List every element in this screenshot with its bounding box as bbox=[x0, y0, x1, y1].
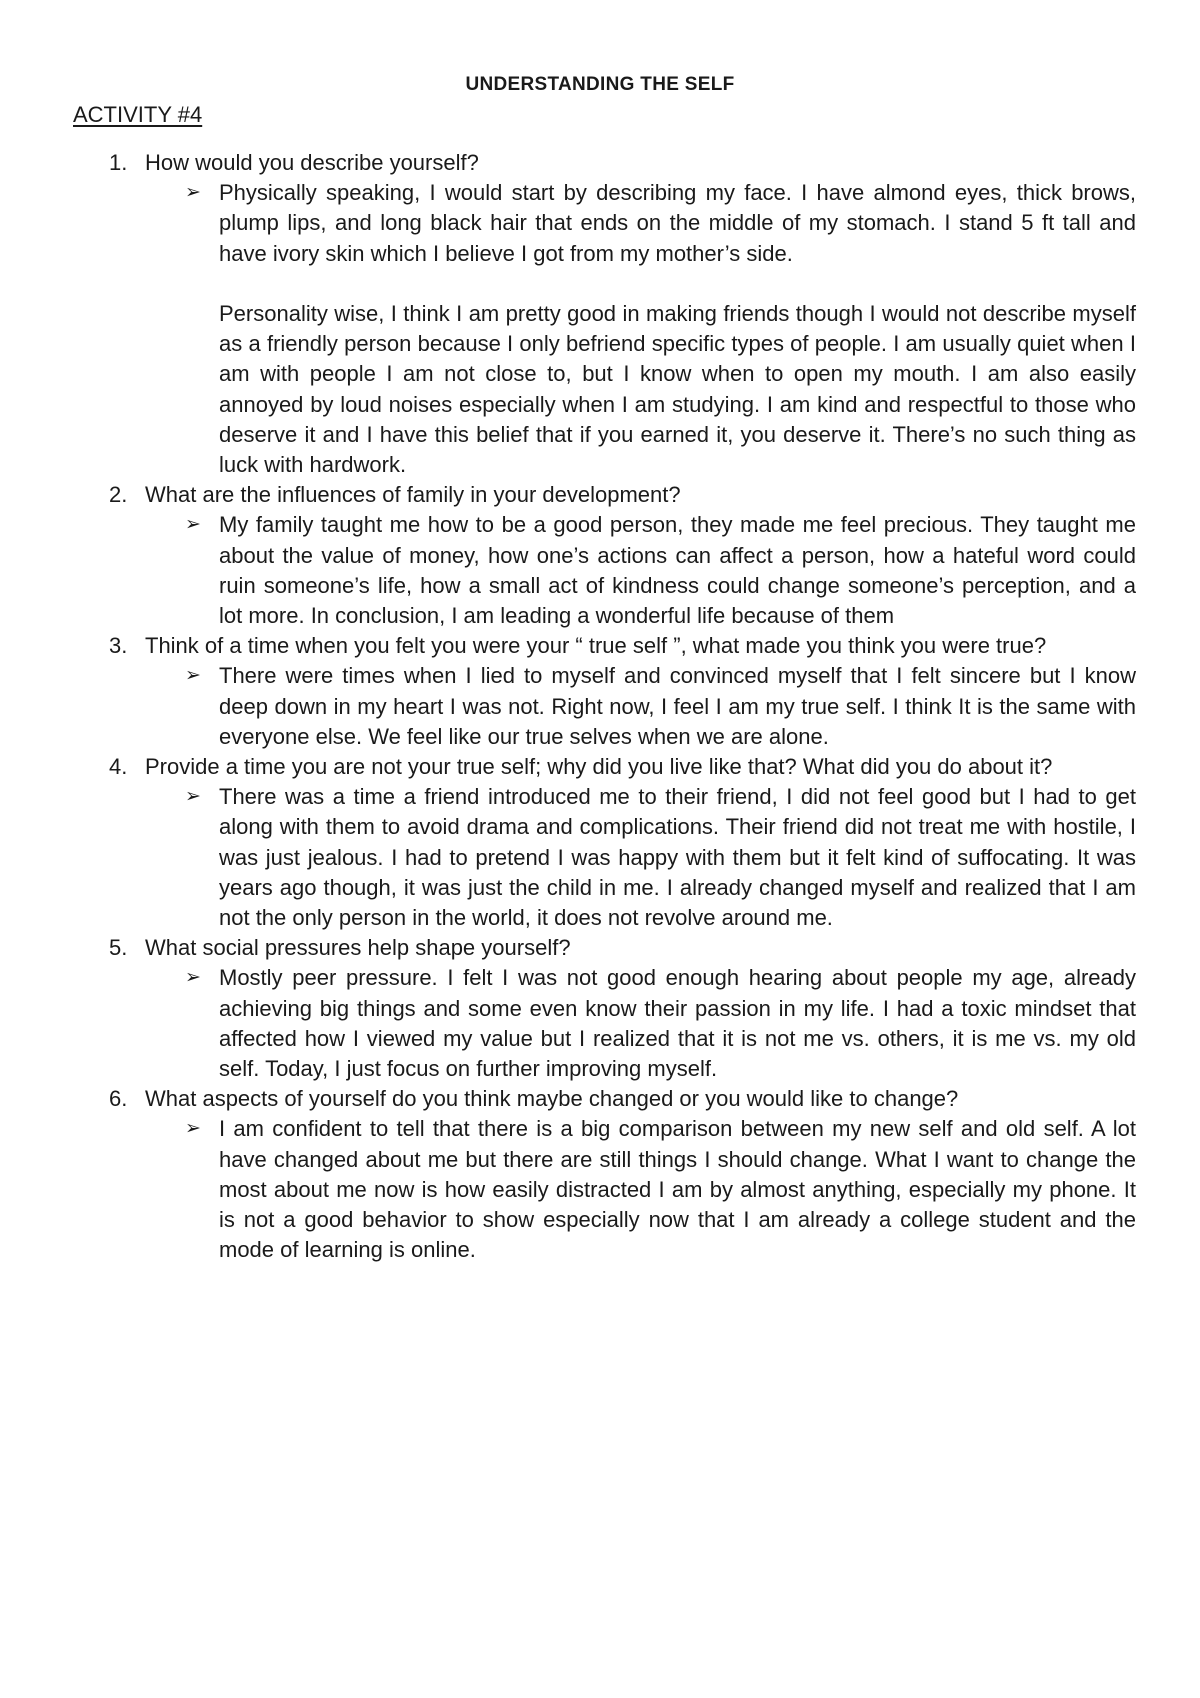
document-title: UNDERSTANDING THE SELF bbox=[465, 74, 735, 95]
question-number: 3. bbox=[109, 633, 128, 659]
question-list bbox=[0, 148, 1200, 1266]
question-6 bbox=[109, 1084, 1085, 1114]
answer-6 bbox=[185, 1114, 1136, 1265]
question-5 bbox=[109, 933, 1085, 963]
answer-5 bbox=[185, 963, 1136, 1084]
answer-1 bbox=[185, 178, 1136, 480]
question-number: 5. bbox=[109, 935, 128, 961]
question-text: Provide a time you are not your true self; why did you live like that? What did you do about it? bbox=[145, 754, 1053, 780]
answer-4 bbox=[185, 782, 1136, 933]
arrow-bullet-icon: ➢ bbox=[185, 182, 201, 204]
question-1 bbox=[109, 148, 1085, 178]
question-number: 4. bbox=[109, 754, 128, 780]
arrow-bullet-icon: ➢ bbox=[185, 786, 201, 808]
answer-paragraph: Mostly peer pressure. I felt I was not good enough hearing about people my age, already achieving big things and some even know their passion in my life. I had a toxic mindset that affected how I viewed my value but I realized that it is not me vs. others, it is me vs. my old self. Today, I just focus on further improving myself. bbox=[219, 965, 1136, 1082]
question-text: Think of a time when you felt you were your “ true self ”, what made you think you were true? bbox=[145, 633, 1047, 659]
answer-3 bbox=[185, 661, 1136, 752]
question-3 bbox=[109, 631, 1085, 661]
answer-paragraph: There were times when I lied to myself and convinced myself that I felt sincere but I know deep down in my heart I was not. Right now, I feel I am my true self. I think It is the same with everyone else. We feel like our true selves when we are alone. bbox=[219, 663, 1136, 749]
answer-paragraph: My family taught me how to be a good person, they made me feel precious. They taught me about the value of money, how one’s actions can affect a person, how a hateful word could ruin someone’s life, how a small act of kindness could change someone’s perception, and a lot more. In conclusion, I am leading a wonderful life because of them bbox=[219, 512, 1136, 629]
question-2 bbox=[109, 480, 1085, 510]
answer-paragraph: Personality wise, I think I am pretty good in making friends though I would not describe myself as a friendly person because I only befriend specific types of people. I am usually quiet when I am with people I am not close to, but I know when to open my mouth. I am also easily annoyed by loud noises especially when I am studying. I am kind and respectful to those who deserve it and I have this belief that if you earned it, you deserve it. There’s no such thing as luck with hardwork. bbox=[219, 301, 1136, 478]
answer-2 bbox=[185, 510, 1136, 631]
arrow-bullet-icon: ➢ bbox=[185, 514, 201, 536]
question-number: 6. bbox=[109, 1086, 128, 1112]
activity-heading: ACTIVITY #4 bbox=[73, 102, 203, 127]
answer-paragraph: I am confident to tell that there is a big comparison between my new self and old self. A lot have changed about me but there are still things I should change. What I want to change the most about me now is how easily distracted I am by almost anything, especially my phone. It is not a good behavior to show especially now that I am already a college student and the mode of learning is online. bbox=[219, 1116, 1136, 1263]
question-number: 1. bbox=[109, 150, 128, 175]
question-4 bbox=[109, 752, 1085, 782]
arrow-bullet-icon: ➢ bbox=[185, 967, 201, 989]
question-text: What social pressures help shape yourself? bbox=[145, 935, 571, 961]
question-text: What aspects of yourself do you think maybe changed or you would like to change? bbox=[145, 1086, 959, 1112]
answer-paragraph: There was a time a friend introduced me to their friend, I did not feel good but I had to get along with them to avoid drama and complications. Their friend did not treat me with hostile, I was just jealous. I had to pretend I was happy with them but it felt kind of suffocating. It was years ago though, it was just the child in me. I already changed myself and realized that I am not the only person in the world, it does not revolve around me. bbox=[219, 784, 1136, 931]
question-text: What are the influences of family in your development? bbox=[145, 482, 681, 508]
arrow-bullet-icon: ➢ bbox=[185, 665, 201, 687]
question-number: 2. bbox=[109, 482, 128, 508]
answer-paragraph: Physically speaking, I would start by describing my face. I have almond eyes, thick brows, plump lips, and long black hair that ends on the middle of my stomach. I stand 5 ft tall and have ivory skin which I believe I got from my mother’s side. bbox=[219, 180, 1136, 266]
arrow-bullet-icon: ➢ bbox=[185, 1118, 201, 1140]
question-text: How would you describe yourself? bbox=[145, 150, 479, 175]
